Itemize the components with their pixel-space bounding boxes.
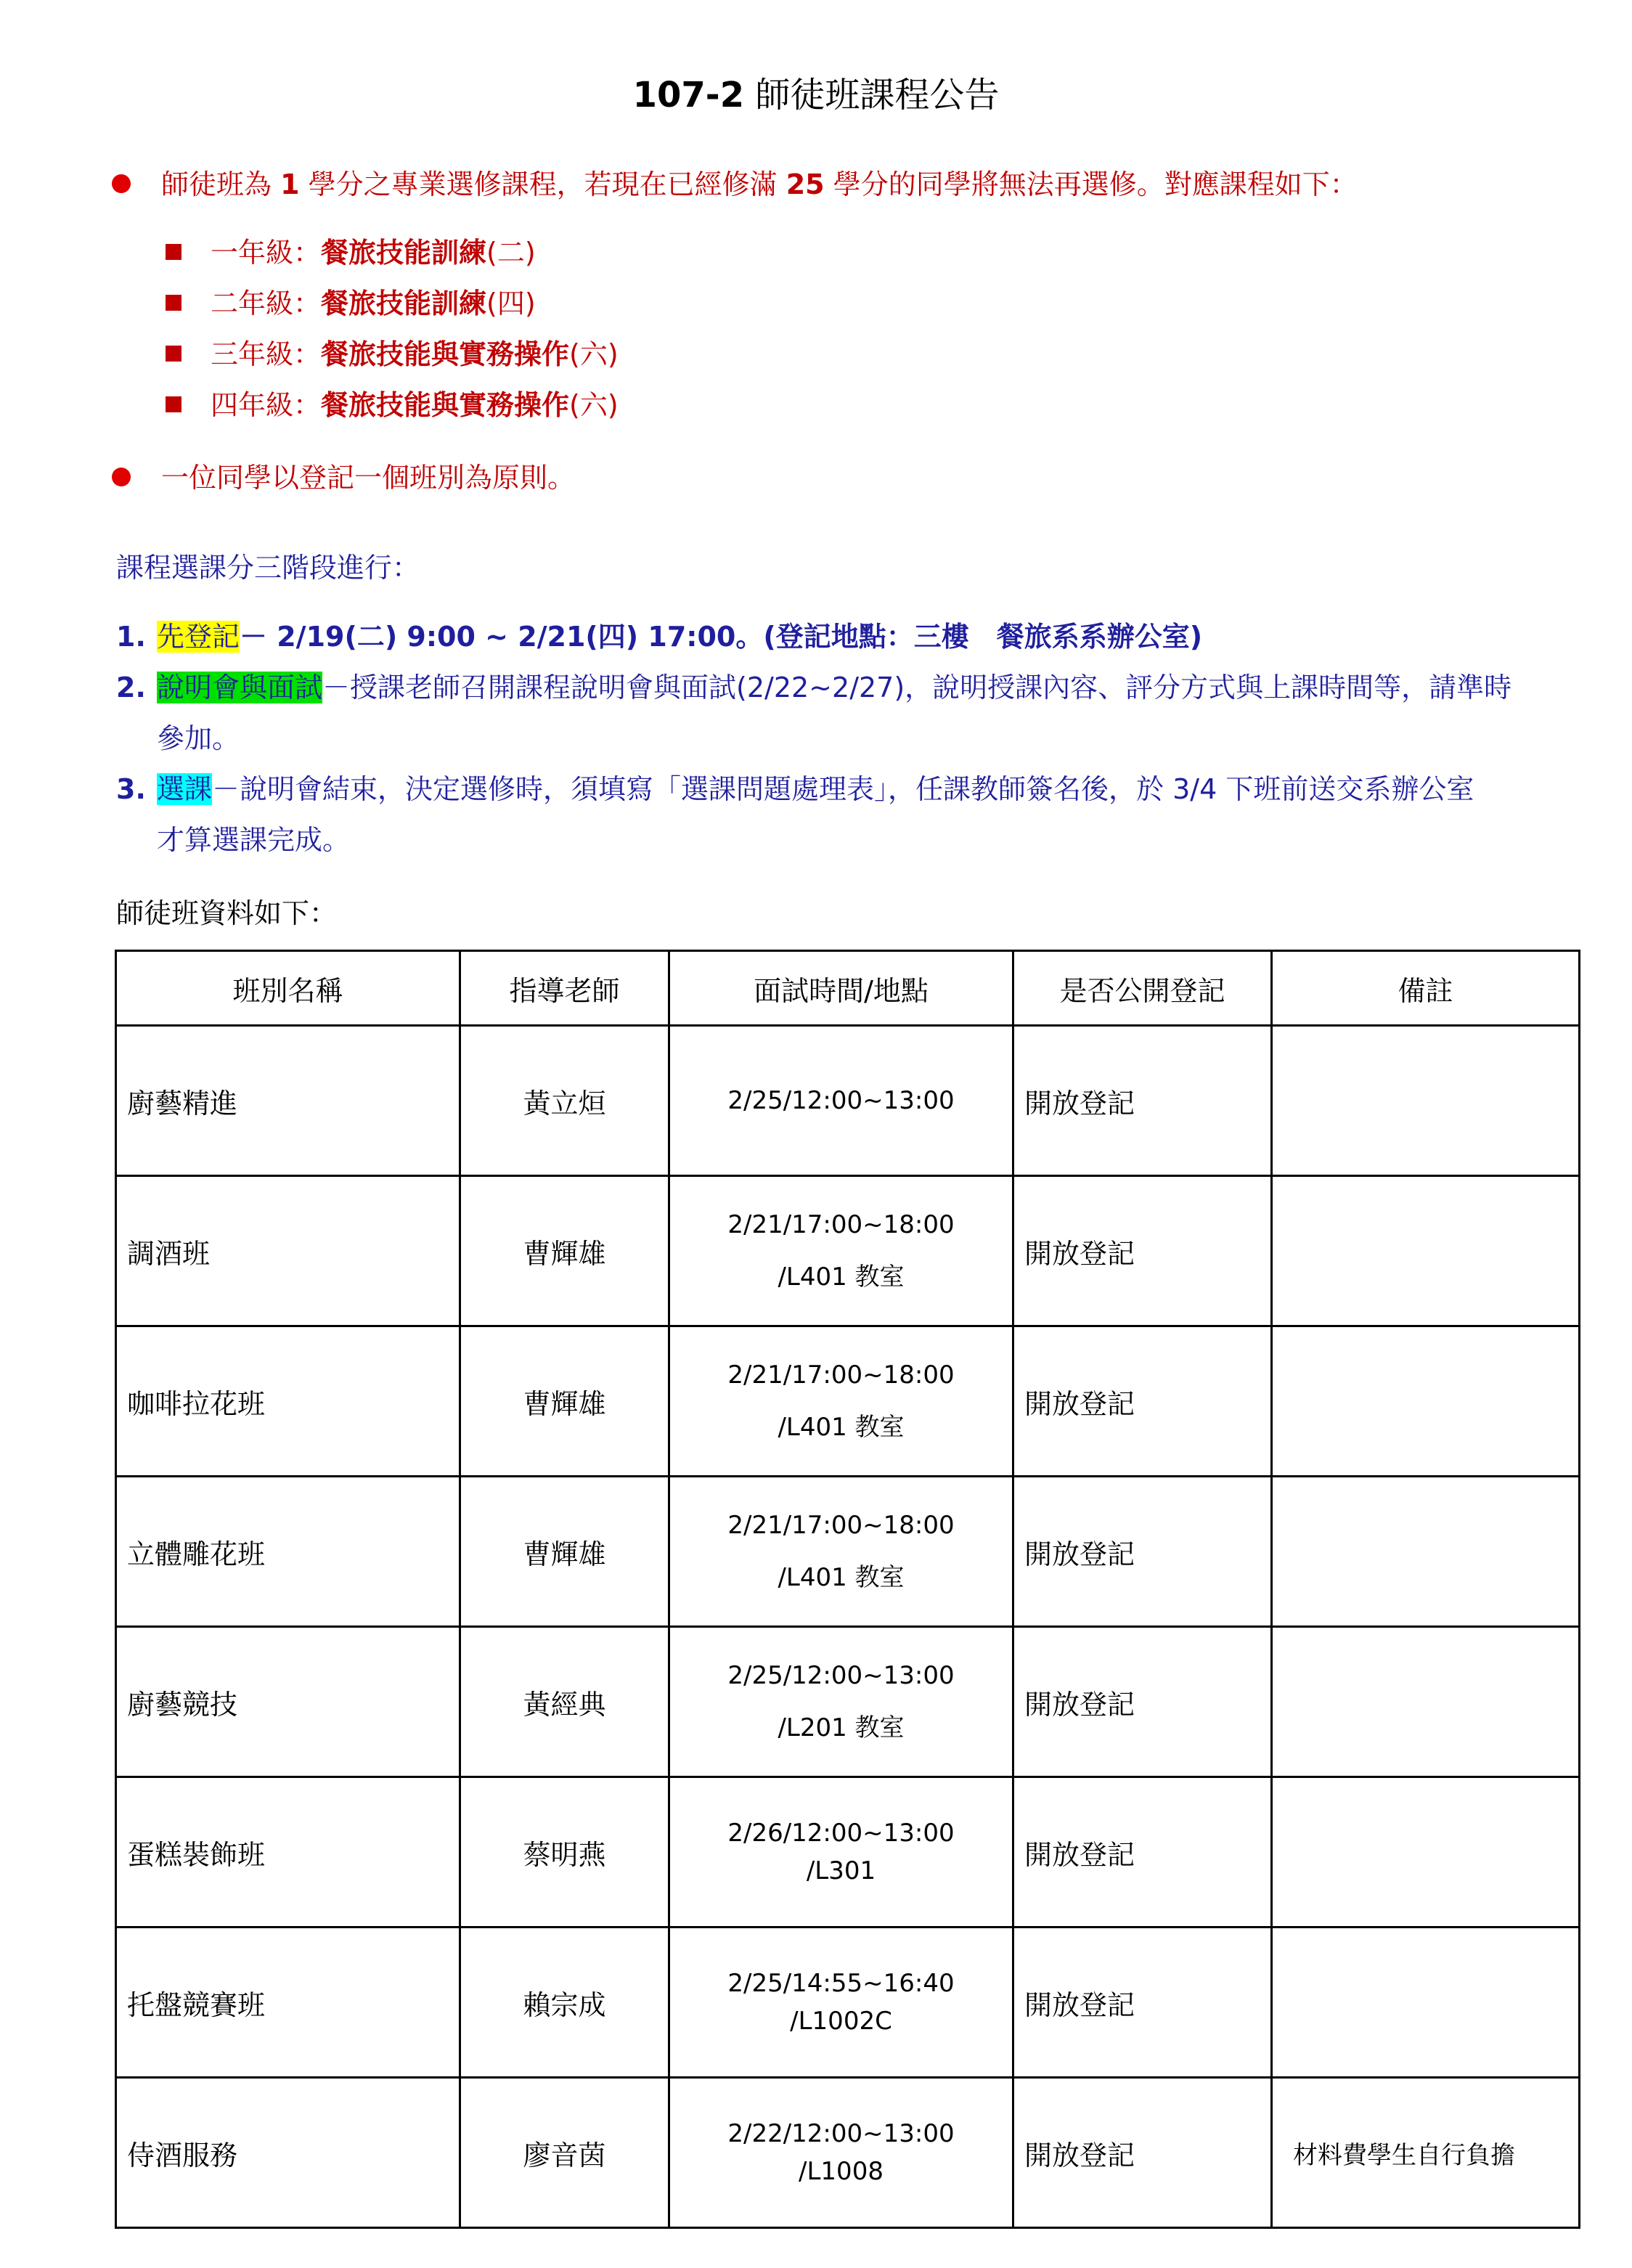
cell-teacher: 黃立烜 [460,1026,669,1176]
page-title: 107-2 師徒班課程公告 [632,75,1000,115]
cell-status: 開放登記 [1013,1176,1272,1326]
header-public-registration: 是否公開登記 [1013,951,1272,1026]
square-bullet-icon [166,346,181,362]
stages-intro: 課程選課分三階段進行： [116,552,420,584]
header-note: 備註 [1272,951,1580,1026]
table-row [116,1326,1580,1477]
cell-interview-time: 2/25/14:55~16:40 /L1002C [669,1928,1013,2078]
cell-status: 開放登記 [1013,1026,1272,1176]
cell-interview-time: 2/25/12:00~13:00 [669,1026,1013,1176]
cell-class-name: 咖啡拉花班 [116,1326,460,1477]
cell-status: 開放登記 [1013,1326,1272,1477]
step-highlight: 說明會與面試 [157,672,323,703]
table-row [116,1928,1580,2078]
square-bullet-icon [166,396,181,412]
cell-class-name: 托盤競賽班 [116,1928,460,2078]
table-row [116,2078,1580,2228]
cell-note [1272,1627,1580,1777]
cell-note: 材料費學生自行負擔 [1272,2078,1580,2228]
table-row [116,1627,1580,1777]
cell-status: 開放登記 [1013,1477,1272,1627]
cell-interview-time: 2/26/12:00~13:00 /L301 [669,1777,1013,1928]
header-class-name: 班別名稱 [116,951,460,1026]
cell-teacher: 賴宗成 [460,1928,669,2078]
cell-interview-time: 2/21/17:00~18:00 /L401 教室 [669,1477,1013,1627]
cell-status: 開放登記 [1013,1928,1272,2078]
cell-note [1272,1477,1580,1627]
square-bullet-icon [166,295,181,311]
cell-note [1272,1326,1580,1477]
step-highlight: 先登記 [157,621,240,653]
cell-note [1272,1176,1580,1326]
cell-teacher: 廖音茵 [460,2078,669,2228]
table-header-row [116,951,1580,1026]
class-table [115,950,1580,2229]
step-highlight: 選課 [157,773,213,805]
cell-teacher: 曹輝雄 [460,1326,669,1477]
table-intro: 師徒班資料如下： [116,897,338,929]
table-row [116,1026,1580,1176]
cell-interview-time: 2/21/17:00~18:00 /L401 教室 [669,1176,1013,1326]
cell-class-name: 廚藝精進 [116,1026,460,1176]
cell-interview-time: 2/21/17:00~18:00 /L401 教室 [669,1326,1013,1477]
table-row [116,1176,1580,1326]
cell-note [1272,1928,1580,2078]
cell-note [1272,1777,1580,1928]
cell-class-name: 侍酒服務 [116,2078,460,2228]
table-row [116,1477,1580,1627]
cell-class-name: 蛋糕裝飾班 [116,1777,460,1928]
cell-teacher: 黃經典 [460,1627,669,1777]
cell-teacher: 曹輝雄 [460,1477,669,1627]
cell-class-name: 廚藝競技 [116,1627,460,1777]
bullet-dot-icon [112,174,131,193]
cell-status: 開放登記 [1013,2078,1272,2228]
cell-teacher: 蔡明燕 [460,1777,669,1928]
cell-interview-time: 2/25/12:00~13:00 /L201 教室 [669,1627,1013,1777]
cell-status: 開放登記 [1013,1777,1272,1928]
header-interview-time: 面試時間/地點 [669,951,1013,1026]
cell-status: 開放登記 [1013,1627,1272,1777]
bullet-dot-icon [112,468,131,486]
table-row [116,1777,1580,1928]
cell-teacher: 曹輝雄 [460,1176,669,1326]
cell-note [1272,1026,1580,1176]
cell-class-name: 立體雕花班 [116,1477,460,1627]
header-teacher: 指導老師 [460,951,669,1026]
square-bullet-icon [166,244,181,260]
cell-interview-time: 2/22/12:00~13:00 /L1008 [669,2078,1013,2228]
cell-class-name: 調酒班 [116,1176,460,1326]
